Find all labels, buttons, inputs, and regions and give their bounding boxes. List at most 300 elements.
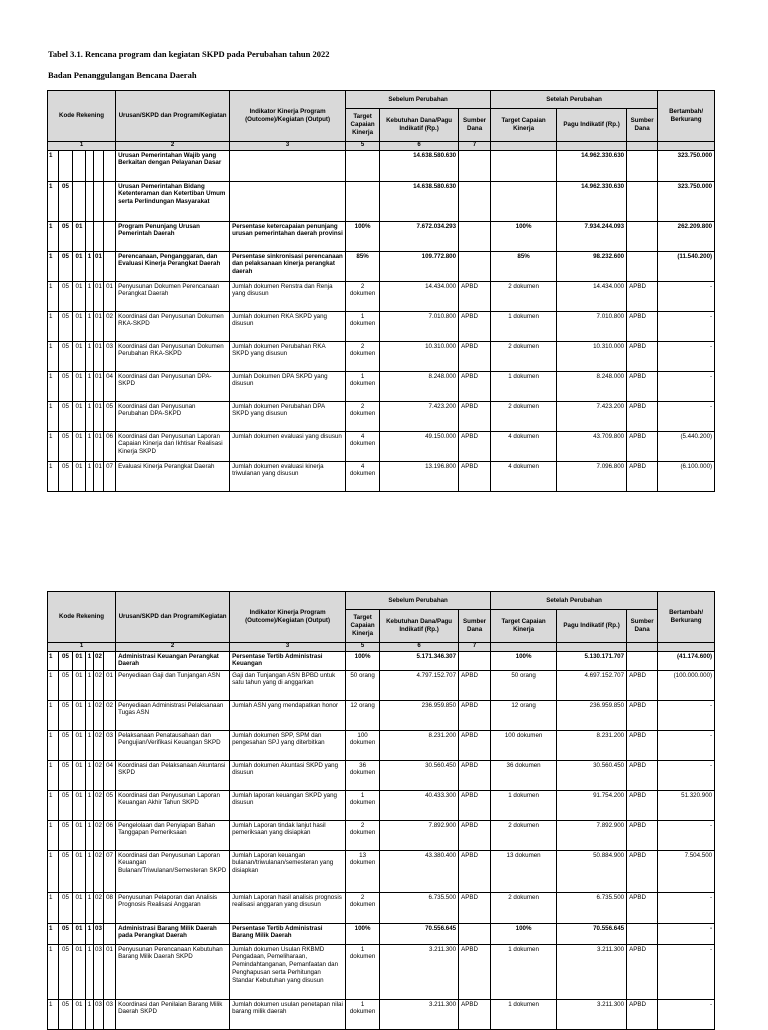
urusan-cell: Penyediaan Administrasi Pelaksanaan Tugas ASN xyxy=(116,700,230,730)
target-cell: 1 dokumen xyxy=(346,944,380,999)
kode-segment xyxy=(104,150,116,181)
kebutuhan-cell: 5.171.346.307 xyxy=(380,651,459,670)
kode-segment: 1 xyxy=(86,461,94,491)
kebutuhan-cell: 14.434.000 xyxy=(380,281,459,311)
target-setelah-cell: 4 dokumen xyxy=(491,461,557,491)
kode-segment: 05 xyxy=(59,923,73,944)
program-table-1 xyxy=(47,90,715,492)
kode-segment: 1 xyxy=(86,850,94,892)
kode-segment: 05 xyxy=(59,371,73,401)
kebutuhan-cell: 7.010.800 xyxy=(380,311,459,341)
kode-segment: 01 xyxy=(73,850,86,892)
kode-segment: 02 xyxy=(94,760,104,790)
kode-segment: 05 xyxy=(59,999,73,1029)
bertambah-cell: 323.750.000 xyxy=(658,150,715,181)
kebutuhan-cell: 8.231.200 xyxy=(380,730,459,760)
target-cell: 2 dokumen xyxy=(346,341,380,371)
kode-segment: 1 xyxy=(86,892,94,923)
bertambah-cell: (41.174.600) xyxy=(658,651,715,670)
kode-segment xyxy=(86,221,94,251)
pagu-cell: 91.754.200 xyxy=(557,790,627,820)
sumber-cell: APBD xyxy=(459,281,491,311)
sumber-setelah-cell xyxy=(627,221,658,251)
pagu-cell: 8.231.200 xyxy=(557,730,627,760)
program-table-2 xyxy=(47,591,715,1030)
kode-segment: 01 xyxy=(73,790,86,820)
pagu-cell: 43.709.800 xyxy=(557,431,627,461)
kode-segment: 1 xyxy=(86,281,94,311)
target-setelah-cell: 2 dokumen xyxy=(491,341,557,371)
bertambah-cell: - xyxy=(658,892,715,923)
kode-segment: 01 xyxy=(73,892,86,923)
kebutuhan-cell: 7.892.900 xyxy=(380,820,459,850)
urusan-cell: Koordinasi dan Penyusunan Dokumen Perubahan RKA-SKPD xyxy=(116,341,230,371)
kode-segment: 01 xyxy=(73,670,86,700)
target-setelah-cell: 1 dokumen xyxy=(491,999,557,1029)
kode-segment: 01 xyxy=(94,431,104,461)
kode-segment: 1 xyxy=(48,221,59,251)
kode-segment: 1 xyxy=(48,431,59,461)
target-header: Target Capaian Kinerja xyxy=(346,109,380,142)
kode-segment: 03 xyxy=(94,944,104,999)
kode-segment: 02 xyxy=(104,700,116,730)
kode-segment: 1 xyxy=(86,999,94,1029)
table-row xyxy=(48,221,715,251)
kode-segment: 05 xyxy=(59,892,73,923)
indikator-cell: Jumlah dokumen evaluasi kinerja triwulanan yang disusun xyxy=(230,461,346,491)
kode-segment: 1 xyxy=(48,790,59,820)
kebutuhan-cell: 70.556.645 xyxy=(380,923,459,944)
col-number: 5 xyxy=(346,142,380,151)
indikator-cell: Persentase sinkronisasi perencanaan dan pelaksanaan kinerja perangkat daerah xyxy=(230,251,346,281)
kode-segment: 02 xyxy=(94,892,104,923)
col-number: 3 xyxy=(230,142,346,151)
indikator-cell: Persentase ketercapaian penunjang urusan pemerintahan daerah provinsi xyxy=(230,221,346,251)
urusan-cell: Program Penunjang Urusan Pemerintah Daerah xyxy=(116,221,230,251)
table-body xyxy=(48,150,715,491)
pagu-cell: 5.130.171.707 xyxy=(557,651,627,670)
sumber-setelah-cell xyxy=(627,923,658,944)
kode-segment: 05 xyxy=(59,730,73,760)
indikator-cell xyxy=(230,181,346,221)
sumber-cell xyxy=(459,221,491,251)
kode-segment: 1 xyxy=(48,760,59,790)
urusan-cell: Koordinasi dan Penyusunan Laporan Capaian Kinerja dan Ikhtisar Realisasi Kinerja SKPD xyxy=(116,431,230,461)
table-row xyxy=(48,944,715,999)
kode-segment: 1 xyxy=(48,150,59,181)
target-setelah-cell: 1 dokumen xyxy=(491,790,557,820)
bertambah-cell: - xyxy=(658,700,715,730)
table-row xyxy=(48,651,715,670)
indikator-cell: Jumlah dokumen RKA SKPD yang disusun xyxy=(230,311,346,341)
bertambah-cell: - xyxy=(658,730,715,760)
kode-segment: 1 xyxy=(48,401,59,431)
kode-segment: 03 xyxy=(104,999,116,1029)
target-cell xyxy=(346,181,380,221)
target-cell: 2 dokumen xyxy=(346,892,380,923)
sumber-setelah-cell: APBD xyxy=(627,999,658,1029)
target-setelah-cell: 2 dokumen xyxy=(491,892,557,923)
sumber-cell: APBD xyxy=(459,944,491,999)
indikator-cell: Jumlah dokumen usulan penetapan nilai barang milik daerah xyxy=(230,999,346,1029)
bertambah-cell: - xyxy=(658,999,715,1029)
bertambah-cell: 262.209.800 xyxy=(658,221,715,251)
target-setelah-cell xyxy=(491,150,557,181)
bertambah-cell: 7.504.500 xyxy=(658,850,715,892)
sumber-setelah-cell: APBD xyxy=(627,431,658,461)
kode-segment: 05 xyxy=(104,790,116,820)
kode-segment: 05 xyxy=(59,311,73,341)
kode-segment: 1 xyxy=(48,670,59,700)
kode-segment xyxy=(86,181,94,221)
sumber-setelah-cell: APBD xyxy=(627,790,658,820)
urusan-cell: Pelaksanaan Penatausahaan dan Pengujian/Verifikasi Keuangan SKPD xyxy=(116,730,230,760)
kode-segment: 01 xyxy=(104,670,116,700)
urusan-cell: Koordinasi dan Penilaian Barang Milik Daerah SKPD xyxy=(116,999,230,1029)
setelah-perubahan-header: Setelah Perubahan xyxy=(491,91,658,109)
urusan-cell: Koordinasi dan Pelaksanaan Akuntansi SKPD xyxy=(116,760,230,790)
kode-segment: 04 xyxy=(104,760,116,790)
kode-segment: 05 xyxy=(59,341,73,371)
target-cell: 12 orang xyxy=(346,700,380,730)
indikator-cell: Gaji dan Tunjangan ASN BPBD untuk satu tahun yang di anggarkan xyxy=(230,670,346,700)
kode-segment: 05 xyxy=(59,944,73,999)
table-row xyxy=(48,311,715,341)
kebutuhan-cell: 30.560.450 xyxy=(380,760,459,790)
kode-segment: 05 xyxy=(59,700,73,730)
kode-segment: 06 xyxy=(104,820,116,850)
kode-segment: 02 xyxy=(94,820,104,850)
indikator-cell: Jumlah dokumen Akuntasi SKPD yang disusun xyxy=(230,760,346,790)
bertambah-cell: - xyxy=(658,923,715,944)
kode-segment xyxy=(104,251,116,281)
pagu-cell: 10.310.000 xyxy=(557,341,627,371)
kode-segment: 05 xyxy=(59,850,73,892)
kode-segment: 05 xyxy=(59,221,73,251)
pagu-cell: 7.010.800 xyxy=(557,311,627,341)
document-subtitle: Badan Penanggulangan Bencana Daerah xyxy=(48,70,197,80)
kebutuhan-cell: 8.248.000 xyxy=(380,371,459,401)
kode-segment: 01 xyxy=(94,371,104,401)
pagu-cell: 14.962.330.630 xyxy=(557,150,627,181)
indikator-cell: Jumlah dokumen SPP, SPM dan pengesahan SPJ yang diterbitkan xyxy=(230,730,346,760)
target-setelah-cell: 1 dokumen xyxy=(491,944,557,999)
kebutuhan-cell: 10.310.000 xyxy=(380,341,459,371)
urusan-header: Urusan/SKPD dan Program/Kegiatan xyxy=(116,91,230,142)
indikator-cell: Jumlah Laporan tindak lanjut hasil pemeriksaan yang disiapkan xyxy=(230,820,346,850)
kode-segment: 01 xyxy=(73,311,86,341)
target-setelah-cell: 100% xyxy=(491,923,557,944)
kode-segment xyxy=(104,651,116,670)
target-header: Target Capaian Kinerja xyxy=(346,610,380,643)
indikator-cell: Jumlah dokumen Perubahan DPA SKPD yang disusun xyxy=(230,401,346,431)
col-number: 5 xyxy=(346,643,380,652)
kode-segment: 01 xyxy=(73,651,86,670)
kode-segment: 07 xyxy=(104,461,116,491)
kode-segment: 1 xyxy=(86,341,94,371)
kode-segment: 04 xyxy=(104,371,116,401)
urusan-cell: Urusan Pemerintahan Bidang Ketenteraman dan Ketertiban Umum serta Perlindungan Masyarakat xyxy=(116,181,230,221)
kebutuhan-cell: 14.638.580.630 xyxy=(380,150,459,181)
urusan-cell: Administrasi Barang Milik Daerah pada Perangkat Daerah xyxy=(116,923,230,944)
target-setelah-cell: 2 dokumen xyxy=(491,281,557,311)
pagu-cell: 98.232.600 xyxy=(557,251,627,281)
indikator-cell xyxy=(230,150,346,181)
kode-segment xyxy=(94,150,104,181)
kode-segment: 01 xyxy=(73,923,86,944)
indikator-cell: Jumlah ASN yang mendapatkan honor xyxy=(230,700,346,730)
table-header xyxy=(48,91,715,151)
sumber-setelah-cell: APBD xyxy=(627,760,658,790)
kode-segment: 03 xyxy=(104,341,116,371)
kode-segment: 01 xyxy=(94,401,104,431)
kode-segment: 1 xyxy=(86,790,94,820)
bertambah-cell: (5.440.200) xyxy=(658,431,715,461)
kode-segment xyxy=(59,150,73,181)
sumber-cell: APBD xyxy=(459,341,491,371)
table-row xyxy=(48,150,715,181)
target-setelah-cell xyxy=(491,181,557,221)
table-row xyxy=(48,281,715,311)
kode-segment: 1 xyxy=(48,820,59,850)
kode-segment: 1 xyxy=(48,923,59,944)
target-setelah-header: Target Capaian Kinerja xyxy=(491,610,557,643)
sumber-setelah-cell: APBD xyxy=(627,850,658,892)
kebutuhan-cell: 13.196.800 xyxy=(380,461,459,491)
col-number: 1 xyxy=(48,643,116,652)
bertambah-cell: - xyxy=(658,311,715,341)
bertambah-header: Bertambah/ Berkurang xyxy=(658,592,715,643)
kode-segment: 1 xyxy=(48,341,59,371)
urusan-cell: Administrasi Keuangan Perangkat Daerah xyxy=(116,651,230,670)
kode-segment: 05 xyxy=(59,760,73,790)
target-cell: 13 dokumen xyxy=(346,850,380,892)
table-row xyxy=(48,431,715,461)
bertambah-cell: (11.540.200) xyxy=(658,251,715,281)
sumber-header: Sumber Dana xyxy=(459,610,491,643)
bertambah-cell: - xyxy=(658,760,715,790)
pagu-cell: 50.884.900 xyxy=(557,850,627,892)
kode-rekening-header: Kode Rekening xyxy=(48,91,116,142)
sumber-setelah-header: Sumber Dana xyxy=(627,109,658,142)
kode-segment: 1 xyxy=(48,651,59,670)
indikator-cell: Persentase Tertib Administrasi Barang Milik Daerah xyxy=(230,923,346,944)
kebutuhan-cell: 14.638.580.630 xyxy=(380,181,459,221)
kode-segment: 1 xyxy=(48,371,59,401)
kode-segment: 1 xyxy=(86,730,94,760)
pagu-header: Pagu Indikatif (Rp.) xyxy=(557,109,627,142)
kode-segment: 1 xyxy=(86,944,94,999)
table-body xyxy=(48,651,715,1029)
pagu-cell: 8.248.000 xyxy=(557,371,627,401)
kode-segment: 1 xyxy=(48,944,59,999)
kebutuhan-cell: 236.959.850 xyxy=(380,700,459,730)
target-setelah-cell: 2 dokumen xyxy=(491,401,557,431)
kode-segment: 03 xyxy=(94,923,104,944)
kode-segment: 02 xyxy=(94,790,104,820)
kode-segment: 1 xyxy=(48,181,59,221)
kode-segment: 1 xyxy=(86,371,94,401)
bertambah-cell: (6.100.000) xyxy=(658,461,715,491)
kode-segment: 05 xyxy=(59,401,73,431)
target-setelah-cell: 36 dokumen xyxy=(491,760,557,790)
target-setelah-cell: 85% xyxy=(491,251,557,281)
sumber-setelah-cell: APBD xyxy=(627,820,658,850)
bertambah-cell: - xyxy=(658,281,715,311)
kode-segment xyxy=(94,221,104,251)
urusan-cell: Penyusunan Dokumen Perencanaan Perangkat Daerah xyxy=(116,281,230,311)
kode-segment: 1 xyxy=(48,461,59,491)
indikator-cell: Persentase Tertib Administrasi Keuangan xyxy=(230,651,346,670)
kode-segment: 02 xyxy=(94,850,104,892)
sumber-cell: APBD xyxy=(459,820,491,850)
target-cell: 1 dokumen xyxy=(346,999,380,1029)
target-setelah-cell: 100% xyxy=(491,651,557,670)
bertambah-cell: (100.000.000) xyxy=(658,670,715,700)
table-row xyxy=(48,999,715,1029)
sumber-setelah-cell xyxy=(627,251,658,281)
table-row xyxy=(48,730,715,760)
kode-segment: 03 xyxy=(104,730,116,760)
urusan-cell: Penyediaan Gaji dan Tunjangan ASN xyxy=(116,670,230,700)
kebutuhan-cell: 3.211.300 xyxy=(380,999,459,1029)
sumber-cell: APBD xyxy=(459,371,491,401)
sumber-setelah-cell xyxy=(627,150,658,181)
kode-segment: 01 xyxy=(73,341,86,371)
kebutuhan-header: Kebutuhan Dana/Pagu Indikatif (Rp.) xyxy=(380,109,459,142)
kode-segment: 01 xyxy=(73,700,86,730)
kode-segment: 05 xyxy=(59,820,73,850)
kode-segment: 01 xyxy=(94,281,104,311)
urusan-cell: Urusan Pemerintahan Wajib yang Berkaitan dengan Pelayanan Dasar xyxy=(116,150,230,181)
sumber-setelah-cell: APBD xyxy=(627,670,658,700)
sumber-cell: APBD xyxy=(459,311,491,341)
kode-segment: 01 xyxy=(73,221,86,251)
pagu-cell: 7.892.900 xyxy=(557,820,627,850)
target-setelah-cell: 12 orang xyxy=(491,700,557,730)
sumber-setelah-cell: APBD xyxy=(627,461,658,491)
document-title: Tabel 3.1. Rencana program dan kegiatan SKPD pada Perubahan tahun 2022 xyxy=(48,49,330,59)
table-row xyxy=(48,760,715,790)
kode-segment: 01 xyxy=(94,311,104,341)
target-cell xyxy=(346,150,380,181)
target-cell: 4 dokumen xyxy=(346,461,380,491)
kode-segment: 02 xyxy=(94,700,104,730)
kode-segment: 1 xyxy=(48,700,59,730)
indikator-cell: Jumlah dokumen Perubahan RKA SKPD yang disusun xyxy=(230,341,346,371)
kode-segment: 03 xyxy=(94,999,104,1029)
pagu-cell: 236.959.850 xyxy=(557,700,627,730)
kode-segment xyxy=(94,181,104,221)
bertambah-cell: - xyxy=(658,401,715,431)
target-cell: 100 dokumen xyxy=(346,730,380,760)
pagu-header: Pagu Indikatif (Rp.) xyxy=(557,610,627,643)
pagu-cell: 30.560.450 xyxy=(557,760,627,790)
pagu-cell: 7.934.244.093 xyxy=(557,221,627,251)
kode-segment: 01 xyxy=(73,281,86,311)
kode-segment xyxy=(104,923,116,944)
sumber-cell: APBD xyxy=(459,401,491,431)
target-cell: 100% xyxy=(346,651,380,670)
target-cell: 1 dokumen xyxy=(346,371,380,401)
setelah-perubahan-header: Setelah Perubahan xyxy=(491,592,658,610)
kode-segment: 1 xyxy=(48,999,59,1029)
kode-segment: 1 xyxy=(86,251,94,281)
kode-segment: 05 xyxy=(59,670,73,700)
sumber-setelah-cell: APBD xyxy=(627,892,658,923)
sebelum-perubahan-header: Sebelum Perubahan xyxy=(346,592,491,610)
kode-segment: 02 xyxy=(94,651,104,670)
bertambah-cell: - xyxy=(658,820,715,850)
col-number: 2 xyxy=(116,643,230,652)
kebutuhan-cell: 49.150.000 xyxy=(380,431,459,461)
kode-segment: 1 xyxy=(48,850,59,892)
bertambah-cell: - xyxy=(658,341,715,371)
target-cell: 2 dokumen xyxy=(346,820,380,850)
target-setelah-cell: 2 dokumen xyxy=(491,820,557,850)
col-number: 7 xyxy=(459,142,491,151)
urusan-cell: Perencanaan, Penganggaran, dan Evaluasi Kinerja Perangkat Daerah xyxy=(116,251,230,281)
table-row xyxy=(48,923,715,944)
kebutuhan-cell: 7.423.200 xyxy=(380,401,459,431)
kode-segment: 05 xyxy=(59,790,73,820)
sumber-cell: APBD xyxy=(459,850,491,892)
table-row xyxy=(48,461,715,491)
table-row xyxy=(48,401,715,431)
target-cell: 36 dokumen xyxy=(346,760,380,790)
kode-segment: 05 xyxy=(59,461,73,491)
indikator-header: Indikator Kinerja Program (Outcome)/Kegiatan (Output) xyxy=(230,91,346,142)
kode-segment: 01 xyxy=(73,251,86,281)
kode-segment: 01 xyxy=(73,820,86,850)
target-setelah-cell: 13 dokumen xyxy=(491,850,557,892)
table-row xyxy=(48,790,715,820)
bertambah-cell: - xyxy=(658,944,715,999)
urusan-cell: Koordinasi dan Penyusunan Perubahan DPA-SKPD xyxy=(116,401,230,431)
kode-segment: 01 xyxy=(94,251,104,281)
urusan-cell: Penyusunan Perencanaan Kebutuhan Barang Milik Daerah SKPD xyxy=(116,944,230,999)
sumber-cell xyxy=(459,651,491,670)
kode-segment: 1 xyxy=(86,760,94,790)
indikator-cell: Jumlah Laporan hasil analisis prognosis realisasi anggaran yang disusun xyxy=(230,892,346,923)
kode-segment: 01 xyxy=(94,341,104,371)
kode-segment: 08 xyxy=(104,892,116,923)
kebutuhan-cell: 4.797.152.707 xyxy=(380,670,459,700)
indikator-cell: Jumlah Laporan keuangan bulanan/triwulanan/semesteran yang disiapkan xyxy=(230,850,346,892)
target-cell: 100% xyxy=(346,923,380,944)
sumber-cell: APBD xyxy=(459,892,491,923)
kode-segment: 06 xyxy=(104,431,116,461)
pagu-cell: 14.962.330.630 xyxy=(557,181,627,221)
table-row xyxy=(48,181,715,221)
indikator-cell: Jumlah dokumen evaluasi yang disusun xyxy=(230,431,346,461)
target-cell: 2 dokumen xyxy=(346,401,380,431)
pagu-cell: 6.735.500 xyxy=(557,892,627,923)
kode-segment: 01 xyxy=(73,401,86,431)
kode-segment: 1 xyxy=(86,700,94,730)
sumber-cell xyxy=(459,251,491,281)
col-number: 2 xyxy=(116,142,230,151)
indikator-cell: Jumlah dokumen Usulan RKBMD Pengadaan, Pemeliharaan, Pemindahtanganan, Pemanfaatan dan Penghapusan serta Perhitungan Standar Kebutuhan yang disusun xyxy=(230,944,346,999)
sumber-cell: APBD xyxy=(459,431,491,461)
kode-segment xyxy=(73,181,86,221)
target-cell: 100% xyxy=(346,221,380,251)
pagu-cell: 4.697.152.707 xyxy=(557,670,627,700)
sumber-cell: APBD xyxy=(459,730,491,760)
kode-segment: 1 xyxy=(48,311,59,341)
indikator-cell: Jumlah Dokumen DPA SKPD yang disusun xyxy=(230,371,346,401)
target-setelah-cell: 100% xyxy=(491,221,557,251)
